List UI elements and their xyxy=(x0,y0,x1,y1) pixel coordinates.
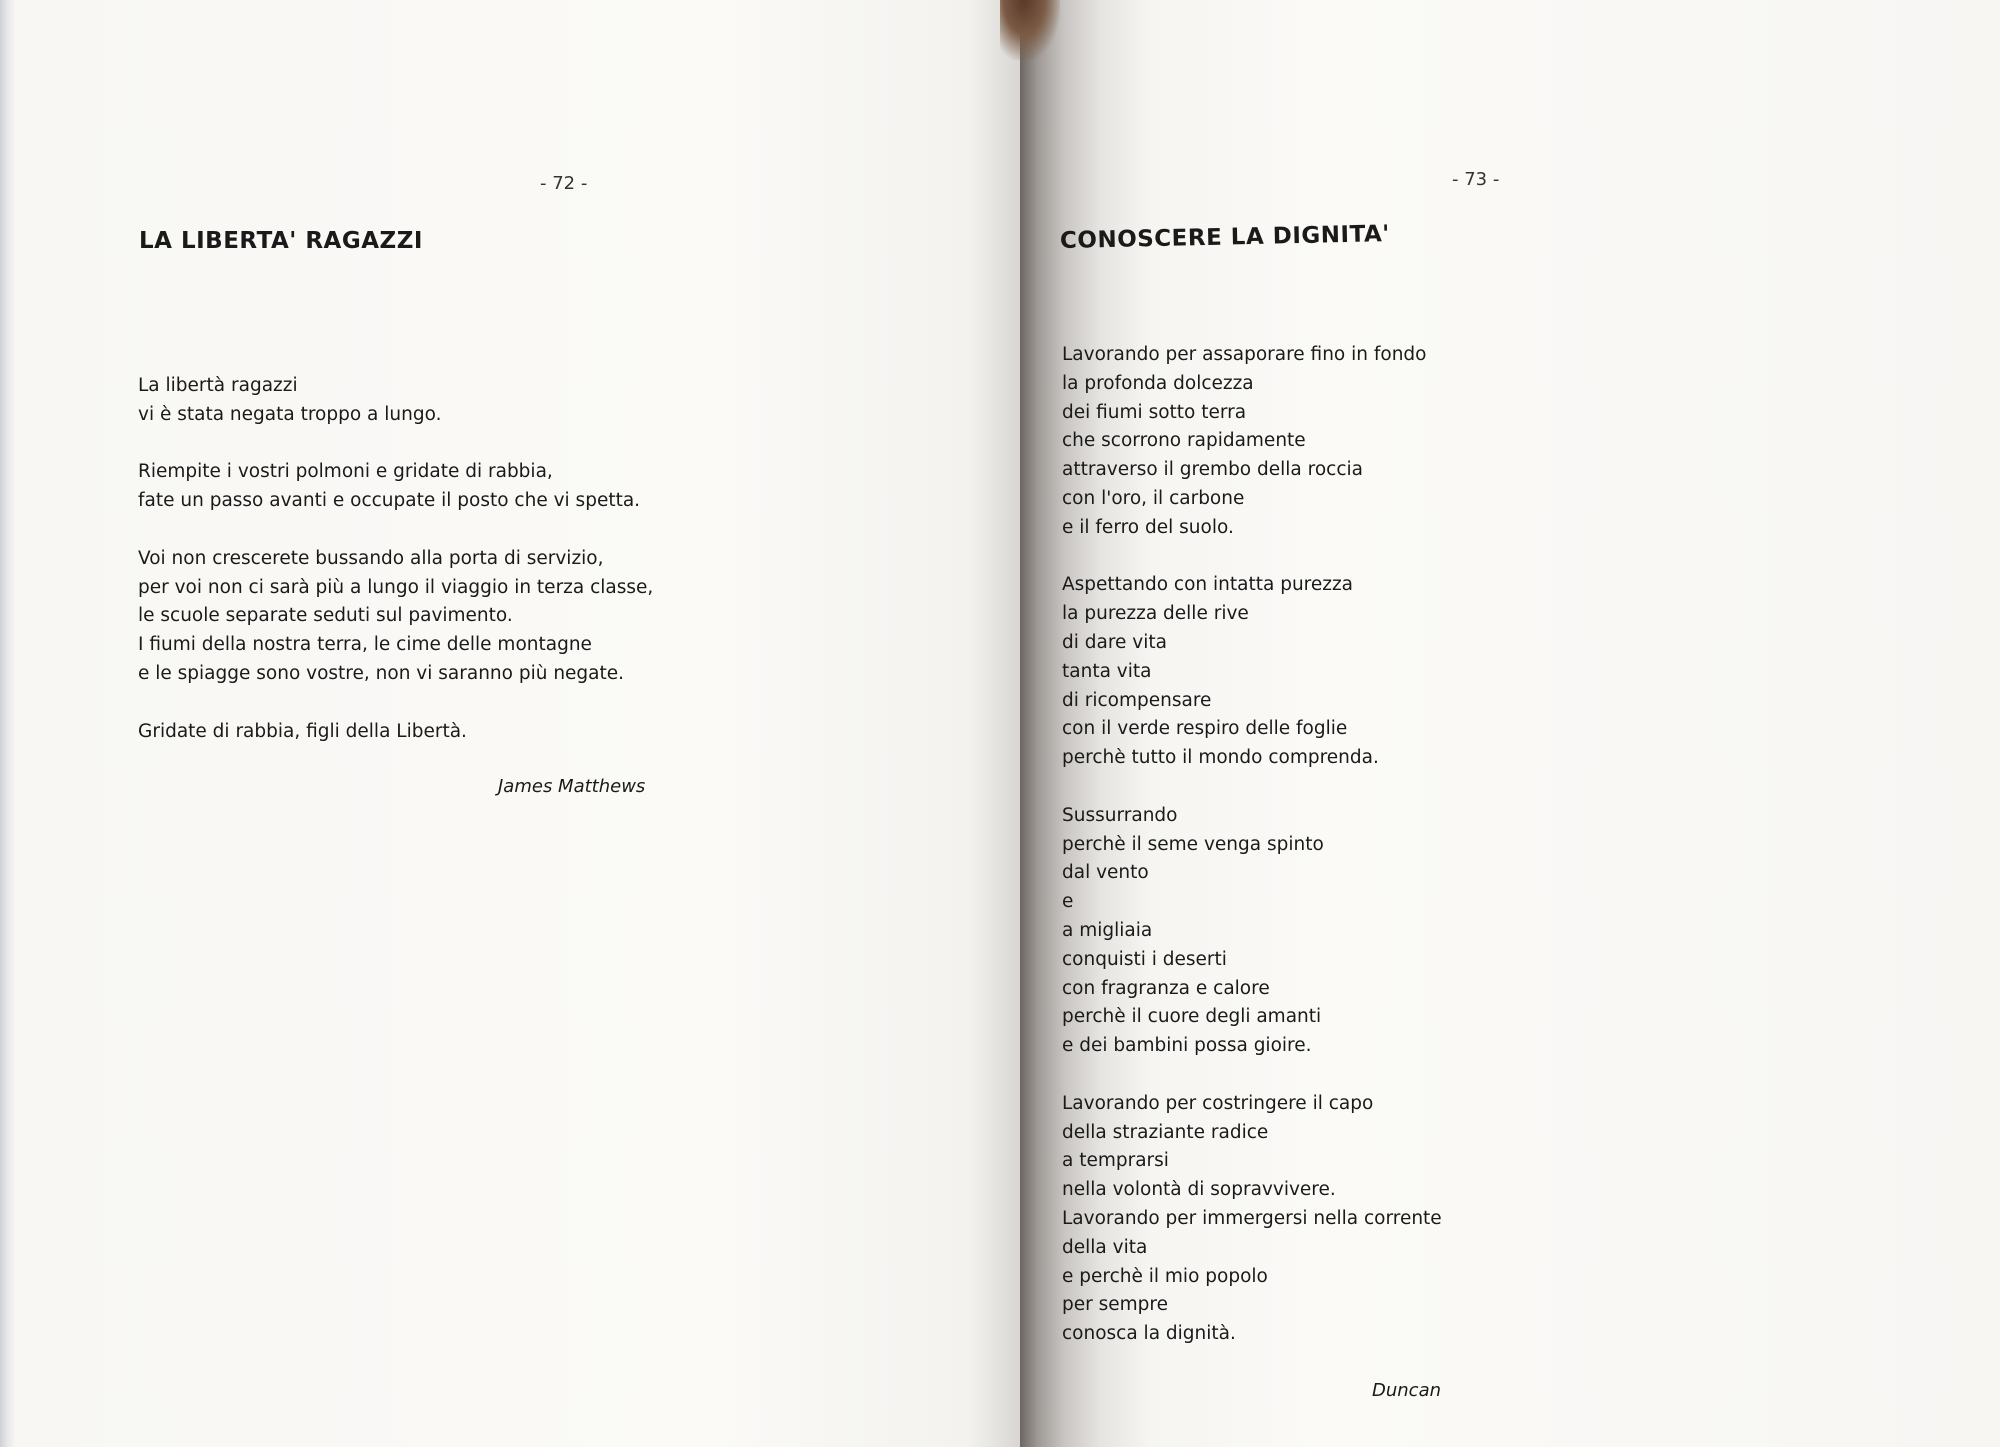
poem-title-left: LA LIBERTA' RAGAZZI xyxy=(139,228,423,254)
poem-line: con il verde respiro delle foglie xyxy=(1062,718,1348,740)
poem-line: dal vento xyxy=(1062,862,1149,884)
poem-line: vi è stata negata troppo a lungo. xyxy=(138,403,442,425)
page-number-right: - 73 - xyxy=(1452,169,1500,190)
poem-line: tanta vita xyxy=(1062,660,1152,682)
poem-line: e il ferro del suolo. xyxy=(1062,516,1234,538)
poem-line: perchè tutto il mondo comprenda. xyxy=(1062,747,1379,769)
poem-line: I fiumi della nostra terra, le cime delle montagne xyxy=(138,634,592,656)
poem-line: di ricompensare xyxy=(1062,689,1212,711)
poem-line: la profonda dolcezza xyxy=(1062,372,1254,394)
author-right: Duncan xyxy=(1372,1380,1442,1401)
stanza-break xyxy=(1062,1061,1442,1090)
poem-line: Aspettando con intatta purezza xyxy=(1062,574,1354,596)
poem-line: le scuole separate seduti sul pavimento. xyxy=(138,605,513,627)
poem-line: con fragranza e calore xyxy=(1062,977,1270,999)
poem-line: che scorrono rapidamente xyxy=(1062,430,1306,452)
poem-line: fate un passo avanti e occupate il posto che vi spetta. xyxy=(138,490,641,512)
stanza-break xyxy=(138,516,653,545)
poem-line: La libertà ragazzi xyxy=(138,375,298,396)
poem-line: Voi non crescerete bussando alla porta di servizio, xyxy=(138,547,604,569)
poem-line: di dare vita xyxy=(1062,631,1167,653)
poem-line: della straziante radice xyxy=(1062,1121,1269,1143)
poem-title-right: CONOSCERE LA DIGNITA' xyxy=(1059,221,1391,254)
poem-line: e xyxy=(1062,891,1074,913)
poem-line: con l'oro, il carbone xyxy=(1062,487,1245,509)
author-left: James Matthews xyxy=(498,776,646,797)
poem-line: Lavorando per immergersi nella corrente xyxy=(1062,1207,1442,1229)
book-spine xyxy=(1000,0,1060,60)
poem-right xyxy=(1062,341,1442,1349)
poem-left xyxy=(138,372,653,746)
poem-line: Riempite i vostri polmoni e gridate di rabbia, xyxy=(138,461,553,483)
poem-line: a migliaia xyxy=(1062,919,1153,941)
poem-line: e dei bambini possa gioire. xyxy=(1062,1035,1312,1057)
poem-line: Lavorando per costringere il capo xyxy=(1062,1092,1374,1114)
stanza-break xyxy=(138,430,653,459)
poem-line: conosca la dignità. xyxy=(1062,1323,1236,1345)
page-number-left: - 72 - xyxy=(540,173,588,194)
poem-line: Gridate di rabbia, figli della Libertà. xyxy=(138,720,467,742)
poem-line: per voi non ci sarà più a lungo il viaggio in terza classe, xyxy=(138,576,654,598)
poem-line: dei fiumi sotto terra xyxy=(1062,401,1247,423)
poem-line: nella volontà di sopravvivere. xyxy=(1062,1179,1336,1201)
poem-line: attraverso il grembo della roccia xyxy=(1062,459,1363,481)
poem-line: e le spiagge sono vostre, non vi saranno più negate. xyxy=(138,662,625,684)
poem-line: perchè il seme venga spinto xyxy=(1062,833,1324,855)
poem-line: della vita xyxy=(1062,1236,1148,1258)
stanza-break xyxy=(1062,543,1442,572)
poem-line: conquisti i deserti xyxy=(1062,948,1227,970)
stanza-break xyxy=(1062,773,1442,802)
poem-line: la purezza delle rive xyxy=(1062,603,1249,625)
stanza-break xyxy=(138,689,653,718)
poem-line: Sussurrando xyxy=(1062,804,1178,826)
poem-line: e perchè il mio popolo xyxy=(1062,1265,1268,1287)
poem-line: Lavorando per assaporare fino in fondo xyxy=(1062,344,1427,365)
poem-line: perchè il cuore degli amanti xyxy=(1062,1006,1322,1028)
poem-line: a temprarsi xyxy=(1062,1150,1169,1172)
poem-line: per sempre xyxy=(1062,1294,1168,1316)
